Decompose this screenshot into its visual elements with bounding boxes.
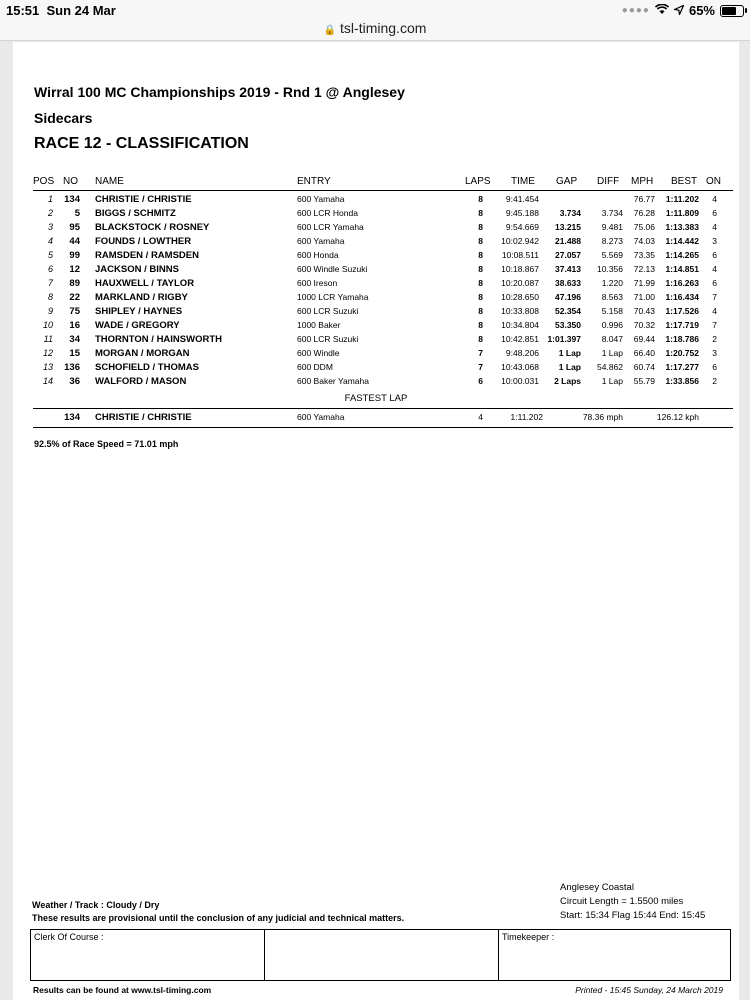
cell-on: 4 <box>712 264 717 274</box>
cell-laps: 8 <box>478 208 483 218</box>
cell-no: 5 <box>74 208 80 219</box>
cell-pos: 9 <box>47 306 53 316</box>
cell-pos: 10 <box>42 320 53 330</box>
address-bar[interactable] <box>0 20 750 41</box>
cell-diff: 8.273 <box>601 236 623 246</box>
cell-pos: 12 <box>42 348 53 358</box>
col-diff: DIFF <box>597 176 620 187</box>
cell-pos: 5 <box>47 250 53 260</box>
cell-laps: 8 <box>478 250 483 260</box>
cell-mph: 76.77 <box>633 194 655 204</box>
cell-best: 1:16.263 <box>665 278 699 288</box>
cell-mph: 76.28 <box>633 208 655 218</box>
cell-on: 6 <box>712 208 717 218</box>
cell-pos: 8 <box>47 292 53 302</box>
cell-pos: 13 <box>42 362 53 372</box>
cell-pos: 4 <box>47 236 53 246</box>
cell-gap: 3.734 <box>559 208 581 218</box>
table-row <box>13 292 739 306</box>
cell-time: 9:45.188 <box>505 208 539 218</box>
race-times: Start: 15:34 Flag 15:44 End: 15:45 <box>560 910 706 921</box>
cell-name: MARKLAND / RIGBY <box>95 292 188 303</box>
cell-time: 9:41.454 <box>505 194 539 204</box>
col-laps: LAPS <box>465 176 491 187</box>
table-row <box>13 376 739 390</box>
table-row <box>13 194 739 208</box>
cell-mph: 69.44 <box>633 334 655 344</box>
cell-laps: 8 <box>478 334 483 344</box>
cell-name: BLACKSTOCK / ROSNEY <box>95 222 210 233</box>
cell-best: 1:13.383 <box>665 222 699 232</box>
cell-laps: 8 <box>478 306 483 316</box>
cell-on: 6 <box>712 278 717 288</box>
cell-best: 1:16.434 <box>665 292 699 302</box>
cell-time: 9:48.206 <box>505 348 539 358</box>
col-best: BEST <box>671 176 698 187</box>
cell-no: 36 <box>69 376 80 387</box>
cell-no: 44 <box>69 236 80 247</box>
cell-entry: 1000 LCR Yamaha <box>297 292 369 302</box>
cell-laps: 8 <box>478 222 483 232</box>
table-row <box>13 278 739 292</box>
fastest-lap-mph: 78.36 mph <box>582 412 623 422</box>
circuit-length: Circuit Length = 1.5500 miles <box>560 896 684 907</box>
cell-name: SHIPLEY / HAYNES <box>95 306 183 317</box>
cell-name: MORGAN / MORGAN <box>95 348 190 359</box>
cell-entry: 600 LCR Honda <box>297 208 358 218</box>
cell-laps: 6 <box>478 376 483 386</box>
cell-laps: 8 <box>478 320 483 330</box>
cell-on: 3 <box>712 236 717 246</box>
cell-diff: 8.047 <box>601 334 623 344</box>
cell-diff: 0.996 <box>601 320 623 330</box>
cell-gap: 38.633 <box>555 278 581 288</box>
cell-entry: 1000 Baker <box>297 320 341 330</box>
cell-name: RAMSDEN / RAMSDEN <box>95 250 199 261</box>
wifi-icon <box>655 3 669 18</box>
cell-no: 99 <box>69 250 80 261</box>
cell-gap: 37.413 <box>555 264 581 274</box>
cell-best: 1:11.809 <box>665 208 699 218</box>
race-speed-note: 92.5% of Race Speed = 71.01 mph <box>34 439 179 449</box>
col-on: ON <box>706 176 721 187</box>
cell-name: WALFORD / MASON <box>95 376 187 387</box>
cell-diff: 1.220 <box>601 278 623 288</box>
cell-mph: 71.99 <box>633 278 655 288</box>
results-link-note: Results can be found at www.tsl-timing.com <box>33 985 212 995</box>
cell-mph: 60.74 <box>633 362 655 372</box>
cell-time: 10:43.068 <box>501 362 539 372</box>
cell-diff: 1 Lap <box>601 348 623 358</box>
cell-name: FOUNDS / LOWTHER <box>95 236 192 247</box>
cell-time: 10:20.087 <box>501 278 539 288</box>
col-entry: ENTRY <box>297 176 331 187</box>
cell-entry: 600 Yamaha <box>297 194 345 204</box>
cell-name: THORNTON / HAINSWORTH <box>95 334 223 345</box>
fastest-lap-entry: 600 Yamaha <box>297 412 345 422</box>
cell-on: 2 <box>712 376 717 386</box>
col-mph: MPH <box>631 176 654 187</box>
cell-pos: 1 <box>47 194 53 204</box>
cell-mph: 70.43 <box>633 306 655 316</box>
table-row <box>13 334 739 348</box>
cell-best: 1:17.719 <box>665 320 699 330</box>
cell-gap: 1 Lap <box>558 348 581 358</box>
cell-best: 1:20.752 <box>665 348 699 358</box>
cell-time: 10:00.031 <box>501 376 539 386</box>
cell-on: 6 <box>712 250 717 260</box>
cell-entry: 600 LCR Suzuki <box>297 334 359 344</box>
signature-box <box>30 929 731 981</box>
cell-no: 134 <box>64 194 80 205</box>
cell-time: 10:42.851 <box>501 334 539 344</box>
cell-best: 1:14.265 <box>665 250 699 260</box>
cell-on: 4 <box>712 194 717 204</box>
cell-pos: 6 <box>47 264 53 274</box>
table-row <box>13 222 739 236</box>
cell-time: 10:34.804 <box>501 320 539 330</box>
cell-name: JACKSON / BINNS <box>95 264 179 275</box>
url-text[interactable]: tsl-timing.com <box>340 20 427 36</box>
cell-laps: 7 <box>478 362 483 372</box>
fastest-lap-name: CHRISTIE / CHRISTIE <box>95 412 192 423</box>
cell-gap: 27.057 <box>555 250 581 260</box>
cell-laps: 8 <box>478 264 483 274</box>
cell-time: 10:08.511 <box>501 250 539 260</box>
cell-no: 95 <box>69 222 80 233</box>
cell-entry: 600 LCR Suzuki <box>297 306 359 316</box>
cell-best: 1:17.526 <box>665 306 699 316</box>
cell-laps: 8 <box>478 278 483 288</box>
cell-mph: 66.40 <box>633 348 655 358</box>
cell-on: 4 <box>712 306 717 316</box>
table-row <box>13 348 739 362</box>
provisional-note: These results are provisional until the conclusion of any judicial and technical matters. <box>32 913 405 923</box>
cell-entry: 600 DDM <box>297 362 333 372</box>
cell-diff: 8.563 <box>601 292 623 302</box>
table-row <box>13 320 739 334</box>
cell-on: 2 <box>712 334 717 344</box>
cell-best: 1:14.442 <box>665 236 699 246</box>
cell-no: 22 <box>69 292 80 303</box>
cell-diff: 3.734 <box>601 208 623 218</box>
cell-entry: 600 LCR Yamaha <box>297 222 364 232</box>
cell-laps: 8 <box>478 194 483 204</box>
fastest-lap-bottom-rule <box>33 427 733 428</box>
battery-percent: 65% <box>688 3 715 18</box>
circuit-info <box>560 881 705 923</box>
fastest-lap-no: 134 <box>64 412 80 423</box>
cell-name: HAUXWELL / TAYLOR <box>95 278 195 289</box>
cell-gap: 52.354 <box>555 306 581 316</box>
col-gap: GAP <box>556 176 578 187</box>
cell-no: 89 <box>69 278 80 289</box>
cell-mph: 74.03 <box>633 236 655 246</box>
cell-best: 1:33.856 <box>665 376 699 386</box>
cell-mph: 70.32 <box>633 320 655 330</box>
cell-entry: 600 Ireson <box>297 278 338 288</box>
cell-entry: 600 Windle <box>297 348 340 358</box>
cell-diff: 5.158 <box>601 306 623 316</box>
table-row <box>13 236 739 250</box>
signal-dots-icon: ●●●● <box>621 5 650 16</box>
results-document <box>13 42 739 1000</box>
cell-mph: 75.06 <box>633 222 655 232</box>
signature-middle-field <box>265 930 499 980</box>
cell-on: 7 <box>712 320 717 330</box>
fastest-lap-kph: 126.12 kph <box>656 412 699 422</box>
battery-icon <box>720 5 744 17</box>
cell-gap: 1 Lap <box>558 362 581 372</box>
cell-gap: 2 Laps <box>554 376 581 386</box>
cell-no: 12 <box>69 264 80 275</box>
col-name: NAME <box>95 176 124 187</box>
ios-status-bar <box>0 0 750 20</box>
cell-laps: 8 <box>478 292 483 302</box>
status-right <box>622 3 744 18</box>
cell-time: 10:28.650 <box>501 292 539 302</box>
fastest-lap-row <box>13 412 739 426</box>
cell-entry: 600 Yamaha <box>297 236 345 246</box>
event-title: Wirral 100 MC Championships 2019 - Rnd 1 @ Anglesey <box>34 84 405 100</box>
lock-icon: 🔒 <box>323 25 337 36</box>
status-time: 15:51 Sun 24 Mar <box>6 3 116 18</box>
cell-name: SCHOFIELD / THOMAS <box>95 362 199 373</box>
cell-best: 1:14.851 <box>665 264 699 274</box>
cell-on: 7 <box>712 292 717 302</box>
cell-pos: 14 <box>42 376 53 386</box>
table-row <box>13 306 739 320</box>
cell-diff: 54.862 <box>597 362 623 372</box>
cell-diff: 1 Lap <box>601 376 623 386</box>
fastest-lap-time: 1:11.202 <box>510 412 543 422</box>
cell-mph: 71.00 <box>633 292 655 302</box>
race-title: RACE 12 - CLASSIFICATION <box>34 135 249 152</box>
cell-diff: 10.356 <box>597 264 623 274</box>
circuit-name: Anglesey Coastal <box>560 882 634 893</box>
cell-no: 16 <box>69 320 80 331</box>
cell-time: 10:02.942 <box>501 236 539 246</box>
cell-pos: 11 <box>43 334 53 344</box>
cell-on: 4 <box>712 222 717 232</box>
cell-mph: 73.35 <box>633 250 655 260</box>
cell-no: 75 <box>69 306 80 317</box>
cell-mph: 55.79 <box>633 376 655 386</box>
cell-on: 3 <box>712 348 717 358</box>
header-rule <box>33 190 733 191</box>
cell-pos: 2 <box>47 208 53 218</box>
cell-no: 15 <box>69 348 80 359</box>
timekeeper-field: Timekeeper : <box>502 932 555 942</box>
weather-note: Weather / Track : Cloudy / Dry <box>32 900 160 910</box>
fastest-lap-lap: 4 <box>478 412 483 422</box>
cell-best: 1:17.277 <box>665 362 699 372</box>
cell-entry: 600 Baker Yamaha <box>297 376 369 386</box>
cell-entry: 600 Honda <box>297 250 339 260</box>
class-title: Sidecars <box>34 110 93 126</box>
cell-laps: 8 <box>478 236 483 246</box>
cell-gap: 53.350 <box>555 320 581 330</box>
col-no: NO <box>63 176 78 187</box>
cell-gap: 1:01.397 <box>547 334 581 344</box>
fastest-lap-title: FASTEST LAP <box>344 393 408 404</box>
cell-laps: 7 <box>478 348 483 358</box>
cell-gap: 47.196 <box>555 292 581 302</box>
cell-pos: 3 <box>47 222 53 232</box>
cell-diff: 5.569 <box>601 250 623 260</box>
table-row <box>13 208 739 222</box>
fastest-lap-rule <box>33 408 733 409</box>
cell-time: 9:54.669 <box>505 222 539 232</box>
cell-no: 136 <box>64 362 80 373</box>
cell-name: WADE / GREGORY <box>95 320 180 331</box>
cell-best: 1:11.202 <box>665 194 699 204</box>
table-row <box>13 362 739 376</box>
location-arrow-icon <box>674 3 684 18</box>
cell-time: 10:33.808 <box>501 306 539 316</box>
cell-best: 1:18.786 <box>665 334 699 344</box>
cell-no: 34 <box>69 334 80 345</box>
battery-fill <box>722 7 736 15</box>
cell-gap: 21.488 <box>555 236 581 246</box>
cell-pos: 7 <box>47 278 53 288</box>
cell-name: CHRISTIE / CHRISTIE <box>95 194 192 205</box>
printed-timestamp: Printed - 15:45 Sunday, 24 March 2019 <box>575 985 723 995</box>
cell-diff: 9.481 <box>601 222 623 232</box>
col-pos: POS <box>33 176 55 187</box>
col-time: TIME <box>511 176 535 187</box>
cell-mph: 72.13 <box>633 264 655 274</box>
cell-name: BIGGS / SCHMITZ <box>95 208 176 219</box>
cell-gap: 13.215 <box>555 222 581 232</box>
table-row <box>13 250 739 264</box>
cell-on: 6 <box>712 362 717 372</box>
cell-entry: 600 Windle Suzuki <box>297 264 368 274</box>
cell-time: 10:18.867 <box>501 264 539 274</box>
table-row <box>13 264 739 278</box>
clerk-of-course-field: Clerk Of Course : <box>31 930 265 980</box>
